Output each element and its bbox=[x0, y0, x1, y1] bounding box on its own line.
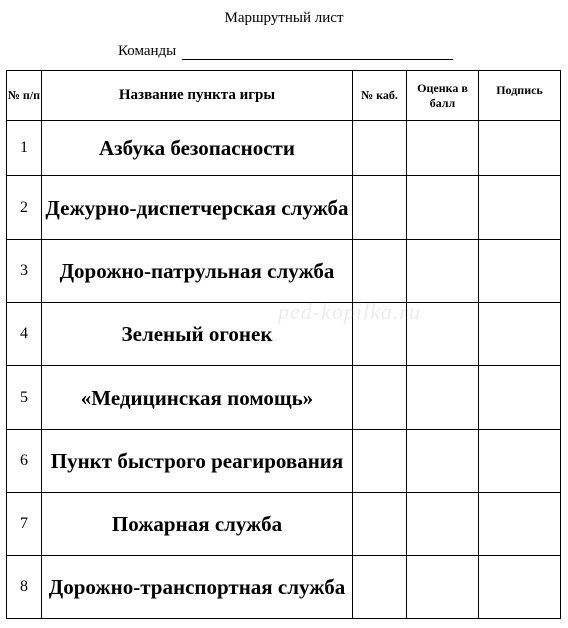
table-row bbox=[7, 240, 561, 303]
row-name: Пожарная служба bbox=[42, 493, 353, 556]
row-room-cell bbox=[353, 303, 407, 366]
row-name: Азбука безопасности bbox=[42, 121, 353, 176]
row-num: 6 bbox=[7, 430, 42, 493]
row-room-cell bbox=[353, 493, 407, 556]
header-signature: Подпись bbox=[479, 71, 561, 121]
header-room: № каб. bbox=[353, 71, 407, 121]
row-room-cell bbox=[353, 366, 407, 430]
row-room-cell bbox=[353, 176, 407, 240]
row-num: 1 bbox=[7, 121, 42, 176]
table-header-row bbox=[7, 71, 561, 121]
row-signature-cell bbox=[479, 556, 561, 619]
row-signature-cell bbox=[479, 176, 561, 240]
row-score-cell bbox=[407, 176, 479, 240]
page-title: Маршрутный лист bbox=[224, 10, 344, 26]
header-num: № п/п bbox=[7, 71, 42, 121]
row-name: Зеленый огонек bbox=[42, 303, 353, 366]
row-num: 3 bbox=[7, 240, 42, 303]
team-blank-line bbox=[182, 45, 453, 60]
row-score-cell bbox=[407, 430, 479, 493]
table-row bbox=[7, 121, 561, 176]
row-name: «Медицинская помощь» bbox=[42, 366, 353, 430]
row-name: Дежурно-диспетчерская служба bbox=[42, 176, 353, 240]
row-num: 7 bbox=[7, 493, 42, 556]
row-score-cell bbox=[407, 493, 479, 556]
row-signature-cell bbox=[479, 240, 561, 303]
route-table bbox=[6, 70, 561, 619]
table-row bbox=[7, 556, 561, 619]
row-room-cell bbox=[353, 240, 407, 303]
row-score-cell bbox=[407, 240, 479, 303]
header-name: Название пункта игры bbox=[42, 71, 353, 121]
row-score-cell bbox=[407, 366, 479, 430]
team-field bbox=[118, 43, 453, 60]
row-signature-cell bbox=[479, 366, 561, 430]
row-name: Дорожно-патрульная служба bbox=[42, 240, 353, 303]
row-signature-cell bbox=[479, 121, 561, 176]
row-score-cell bbox=[407, 121, 479, 176]
watermark: ped-kopilka.ru bbox=[278, 299, 421, 324]
row-room-cell bbox=[353, 556, 407, 619]
row-num: 2 bbox=[7, 176, 42, 240]
row-name: Пункт быстрого реагирования bbox=[42, 430, 353, 493]
table-row bbox=[7, 430, 561, 493]
header-score: Оценка в балл bbox=[407, 71, 479, 121]
row-room-cell bbox=[353, 430, 407, 493]
row-score-cell bbox=[407, 303, 479, 366]
table-row bbox=[7, 493, 561, 556]
row-name: Дорожно-транспортная служба bbox=[42, 556, 353, 619]
table-row bbox=[7, 176, 561, 240]
team-label: Команды bbox=[118, 43, 177, 59]
row-signature-cell bbox=[479, 303, 561, 366]
row-num: 5 bbox=[7, 366, 42, 430]
row-score-cell bbox=[407, 556, 479, 619]
row-signature-cell bbox=[479, 493, 561, 556]
row-signature-cell bbox=[479, 430, 561, 493]
row-num: 8 bbox=[7, 556, 42, 619]
row-room-cell bbox=[353, 121, 407, 176]
row-num: 4 bbox=[7, 303, 42, 366]
table-row bbox=[7, 303, 561, 366]
table-row bbox=[7, 366, 561, 430]
